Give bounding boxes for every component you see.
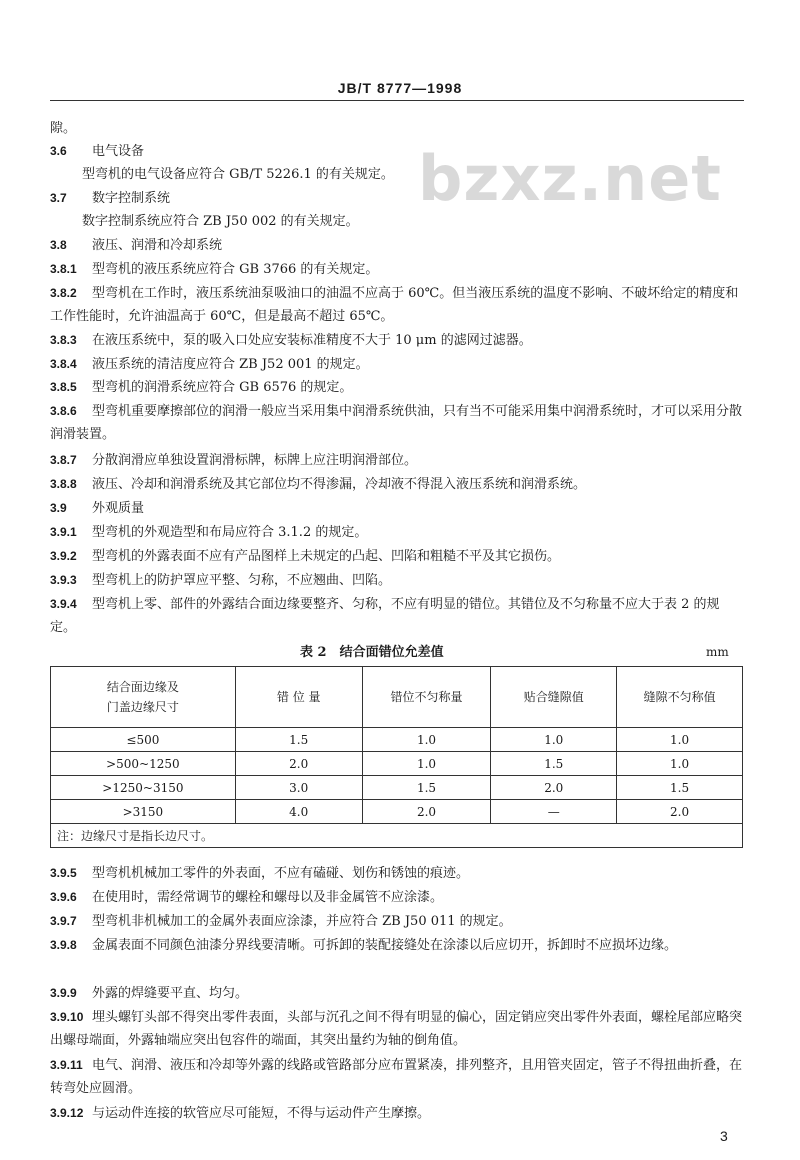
table-cell: 2.0 xyxy=(491,776,617,800)
clause: 3.9.2 型弯机的外露表面不应有产品图样上未规定的凸起、凹陷和粗糙不平及其它损伤。 xyxy=(50,549,561,564)
clause: 3.9.11 电气、润滑、液压和冷却等外露的线路或管路部分应布置紧凑，排列整齐，且用管夹固定，管子不得扭曲折叠，在转弯处应圆滑。 xyxy=(50,1058,743,1096)
header-rule xyxy=(50,100,744,101)
column-header: 结合面边缘及 门盖边缘尺寸 xyxy=(51,667,236,728)
clause: 3.8.1 型弯机的液压系统应符合 GB 3766 的有关规定。 xyxy=(50,262,379,277)
clause: 3.9.5 型弯机机械加工零件的外表面，不应有磕碰、划伤和锈蚀的痕迹。 xyxy=(50,866,470,881)
table-cell: 4.0 xyxy=(235,800,362,824)
section-heading: 3.6 电气设备 xyxy=(50,144,145,159)
clause: 3.8.8 液压、冷却和润滑系统及其它部位均不得渗漏，冷却液不得混入液压系统和润滑系统。 xyxy=(50,477,587,492)
clause: 3.8.5 型弯机的润滑系统应符合 GB 6576 的规定。 xyxy=(50,380,353,395)
table-header-row xyxy=(51,667,743,728)
table-cell: >3150 xyxy=(51,800,236,824)
table-cell: 2.0 xyxy=(235,752,362,776)
table-row xyxy=(51,728,743,752)
tolerance-table xyxy=(50,666,743,848)
clause: 3.9.10 埋头螺钉头部不得突出零件表面，头部与沉孔之间不得有明显的偏心，固定销应突出零件外表面，螺栓尾部应略突出螺母端面，外露轴端应突出包容件的端面，其突出量约为轴的倒角值。 xyxy=(50,1010,743,1048)
table-cell: 1.5 xyxy=(235,728,362,752)
table-caption: 表 2 结合面错位允差值 xyxy=(300,645,444,660)
clause: 3.9.12 与运动件连接的软管应尽可能短，不得与运动件产生摩擦。 xyxy=(50,1106,431,1121)
page-number: 3 xyxy=(720,1128,728,1144)
table-cell: >1250~3150 xyxy=(51,776,236,800)
table-cell: >500~1250 xyxy=(51,752,236,776)
table-cell: 3.0 xyxy=(235,776,362,800)
clause: 3.8.7 分散润滑应单独设置润滑标牌，标牌上应注明润滑部位。 xyxy=(50,453,418,468)
clause: 3.9.4 型弯机上零、部件的外露结合面边缘要整齐、匀称，不应有明显的错位。其错位及不匀称量不应大于表 2 的规定。 xyxy=(50,597,720,635)
column-header: 错 位 量 xyxy=(235,667,362,728)
table-cell: — xyxy=(491,800,617,824)
column-header: 贴合缝隙值 xyxy=(491,667,617,728)
table-cell: 1.0 xyxy=(491,728,617,752)
table-cell: 1.0 xyxy=(617,752,743,776)
table-cell: 1.0 xyxy=(362,728,491,752)
clause: 3.9.9 外露的焊缝要平直、均匀。 xyxy=(50,986,249,1001)
table-row xyxy=(51,800,743,824)
watermark: bzxz.net xyxy=(418,142,722,215)
table-unit: mm xyxy=(706,645,729,659)
paragraph: 数字控制系统应符合 ZB J50 002 的有关规定。 xyxy=(82,214,359,229)
table-cell: 1.0 xyxy=(617,728,743,752)
section-heading: 3.8 液压、润滑和冷却系统 xyxy=(50,238,223,253)
table-cell: 1.5 xyxy=(362,776,491,800)
clause: 3.8.2 型弯机在工作时，液压系统油泵吸油口的油温不应高于 60℃。但当液压系统的温度不影响、不破坏给定的精度和工作性能时，允许油温高于 60℃，但是最高不超过 65℃。 xyxy=(50,286,739,324)
table-row xyxy=(51,752,743,776)
table-cell: 2.0 xyxy=(362,800,491,824)
clause: 3.8.4 液压系统的清洁度应符合 ZB J52 001 的规定。 xyxy=(50,357,369,372)
section-heading: 3.7 数字控制系统 xyxy=(50,191,171,206)
paragraph: 型弯机的电气设备应符合 GB/T 5226.1 的有关规定。 xyxy=(82,167,394,182)
clause: 3.8.6 型弯机重要摩擦部位的润滑一般应当采用集中润滑系统供油，只有当不可能采用集中润滑系统时，才可以采用分散润滑装置。 xyxy=(50,404,743,442)
clause: 3.9.8 金属表面不同颜色油漆分界线要清晰。可拆卸的装配接缝处在涂漆以后应切开，拆卸时不应损坏边缘。 xyxy=(50,938,678,953)
table-cell: 1.0 xyxy=(362,752,491,776)
column-header: 错位不匀称量 xyxy=(362,667,491,728)
table-row xyxy=(51,776,743,800)
table-note-row xyxy=(51,824,743,848)
section-heading: 3.9 外观质量 xyxy=(50,501,145,516)
table-note: 注：边缘尺寸是指长边尺寸。 xyxy=(51,824,743,848)
clause: 3.8.3 在液压系统中，泵的吸入口处应安装标准精度不大于 10 μm 的滤网过滤器。 xyxy=(50,333,532,348)
table-cell: ≤500 xyxy=(51,728,236,752)
clause: 3.9.1 型弯机的外观造型和布局应符合 3.1.2 的规定。 xyxy=(50,525,368,540)
table-cell: 1.5 xyxy=(491,752,617,776)
paragraph: 隙。 xyxy=(50,121,77,136)
column-header: 缝隙不匀称值 xyxy=(617,667,743,728)
table-cell: 2.0 xyxy=(617,800,743,824)
clause: 3.9.7 型弯机非机械加工的金属外表面应涂漆，并应符合 ZB J50 011 的规定。 xyxy=(50,914,512,929)
standard-header: JB/T 8777—1998 xyxy=(337,80,463,96)
table-cell: 1.5 xyxy=(617,776,743,800)
clause: 3.9.3 型弯机上的防护罩应平整、匀称，不应翘曲、凹陷。 xyxy=(50,573,392,588)
clause: 3.9.6 在使用时，需经常调节的螺栓和螺母以及非金属管不应涂漆。 xyxy=(50,890,444,905)
